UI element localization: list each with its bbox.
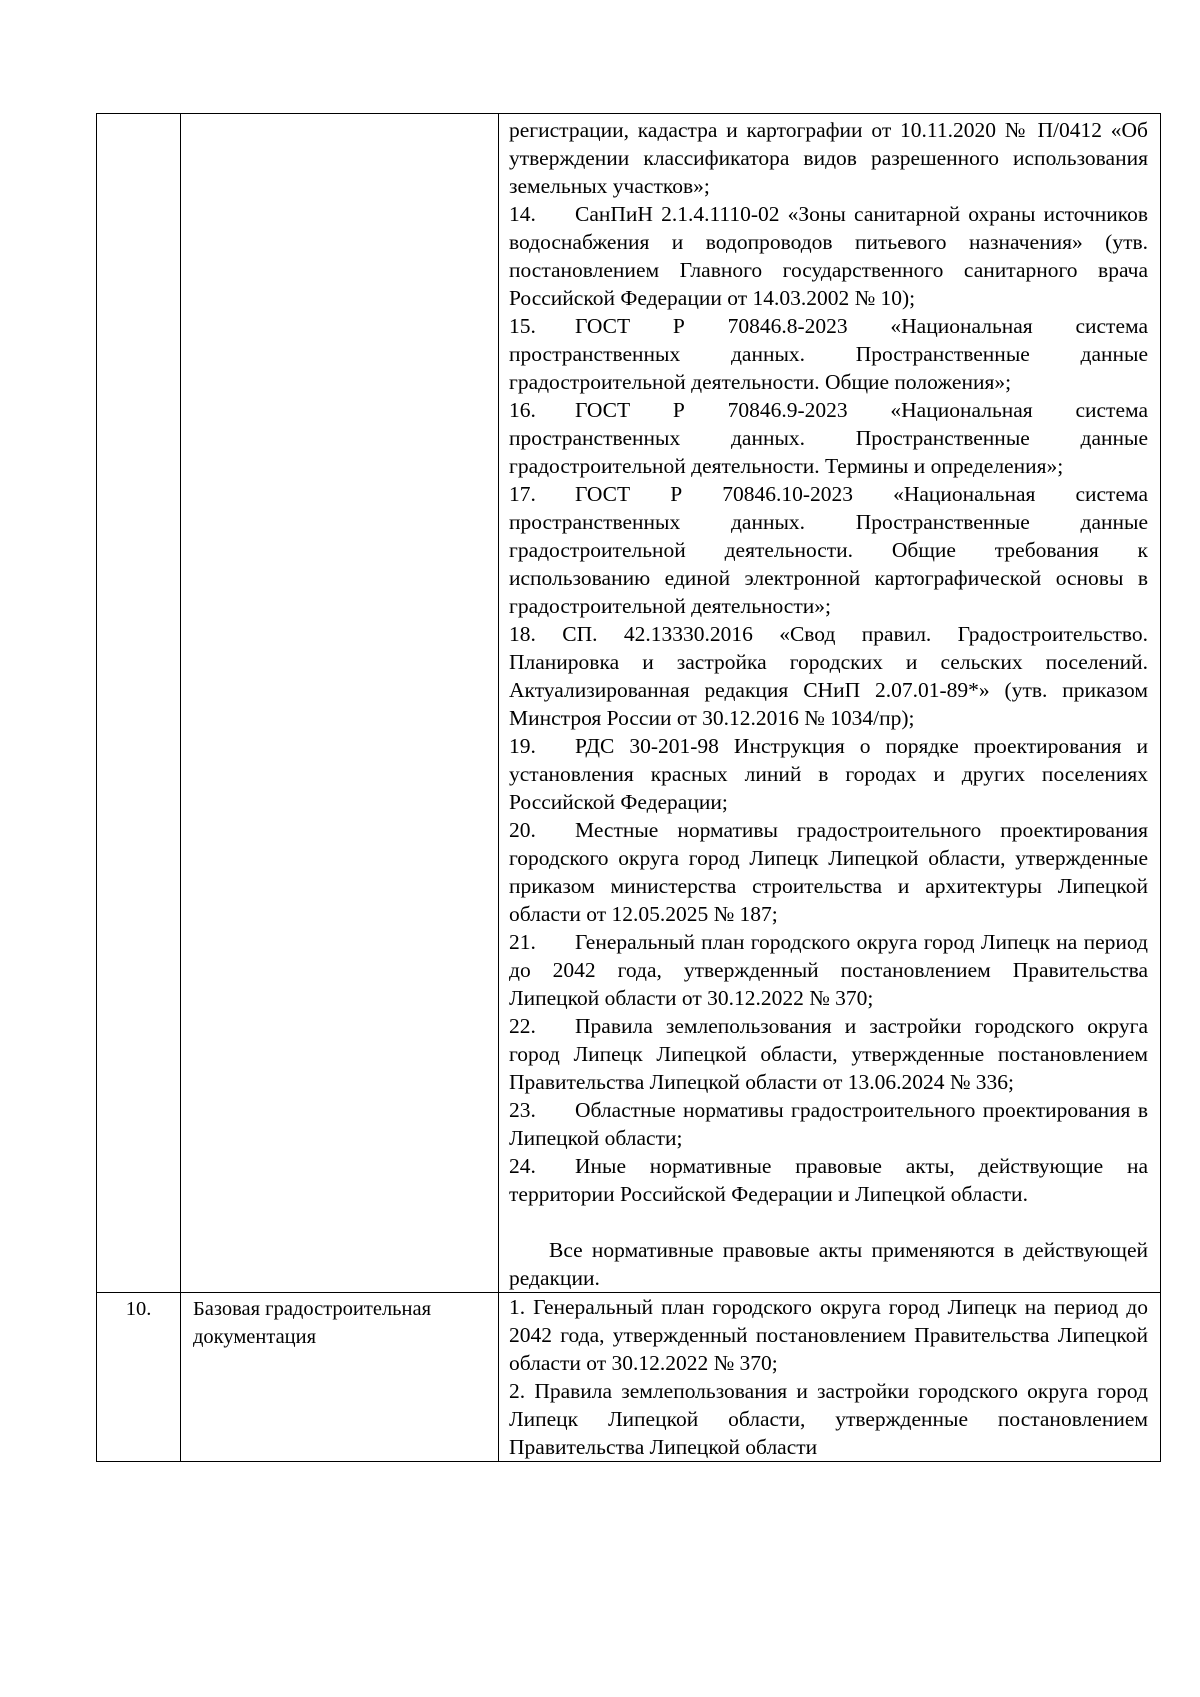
row-number: 10. bbox=[97, 1293, 181, 1462]
list-item bbox=[509, 1152, 1148, 1208]
list-item bbox=[509, 620, 1148, 732]
row-name: Базовая градостроительная документация bbox=[181, 1293, 499, 1462]
list-item-number: 16. bbox=[509, 398, 536, 422]
list-item-text: РДС 30-201-98 Инструкция о порядке проектирования и установления красных линий в городах и других поселениях Российской Федерации; bbox=[509, 734, 1148, 814]
list-item-text: ГОСТ Р 70846.8-2023 «Национальная система пространственных данных. Пространственные данные градостроительной деятельности. Общие положения»; bbox=[509, 314, 1148, 394]
list-item bbox=[509, 396, 1148, 480]
list-item-number: 15. bbox=[509, 314, 536, 338]
requirements-table bbox=[96, 113, 1161, 1462]
list-item bbox=[509, 1012, 1148, 1096]
list-item-text: Правила землепользования и застройки городского округа город Липецк Липецкой области, утвержденные постановлением Правительства Липецкой области от 13.06.2024 № 336; bbox=[509, 1014, 1148, 1094]
list-item-text: ГОСТ Р 70846.10-2023 «Национальная система пространственных данных. Пространственные данные градостроительной деятельности. Общие требования к использованию единой электронной картографической основы в градостроительной деятельности»; bbox=[509, 482, 1148, 618]
list-item bbox=[509, 816, 1148, 928]
blank-line bbox=[509, 1208, 1148, 1236]
note-text: Все нормативные правовые акты применяются в действующей редакции. bbox=[509, 1238, 1148, 1290]
row-content-cell bbox=[499, 1293, 1161, 1462]
list-item bbox=[509, 200, 1148, 312]
list-item-number: 17. bbox=[509, 482, 536, 506]
list-item: 1. Генеральный план городского округа город Липецк на период до 2042 года, утвержденный постановлением Правительства Липецкой области от 30.12.2022 № 370; bbox=[509, 1295, 1148, 1375]
list-item-number: 24. bbox=[509, 1154, 536, 1178]
list-item-text: ГОСТ Р 70846.9-2023 «Национальная система пространственных данных. Пространственные данные градостроительной деятельности. Термины и определения»; bbox=[509, 398, 1148, 478]
list-item-text: СП. 42.13330.2016 «Свод правил. Градостроительство. Планировка и застройка городских и сельских поселений. Актуализированная редакция СНиП 2.07.01-89*» (утв. приказом Минстроя России от 30.12.2016 № 1034/пр); bbox=[509, 622, 1149, 730]
row-content-cell bbox=[499, 114, 1161, 1293]
list-item: 2. Правила землепользования и застройки городского округа город Липецк Липецкой области, утвержденные постановлением Правительства Липецкой области bbox=[509, 1379, 1148, 1459]
list-item-text: Иные нормативные правовые акты, действующие на территории Российской Федерации и Липецкой области. bbox=[509, 1154, 1148, 1206]
list-item bbox=[509, 732, 1148, 816]
list-item-number: 21. bbox=[509, 930, 536, 954]
row-name-cell bbox=[181, 114, 499, 1293]
list-item bbox=[509, 480, 1148, 620]
table-row bbox=[97, 1293, 1161, 1462]
table-row bbox=[97, 114, 1161, 1293]
list-item bbox=[509, 1096, 1148, 1152]
list-item-text: СанПиН 2.1.4.1110-02 «Зоны санитарной охраны источников водоснабжения и водопроводов питьевого назначения» (утв. постановлением Главного государственного санитарного врача Российской Федерации от 14.03.2002 № 10); bbox=[509, 202, 1148, 310]
continuation-text: регистрации, кадастра и картографии от 10.11.2020 № П/0412 «Об утверждении классификатора видов разрешенного использования земельных участков»; bbox=[509, 118, 1148, 198]
list-item bbox=[509, 928, 1148, 1012]
list-item-number: 18. bbox=[509, 622, 536, 646]
list-item-text: Местные нормативы градостроительного проектирования городского округа город Липецк Липецкой области, утвержденные приказом министерства строительства и архитектуры Липецкой области от 12.05.2025 № 187; bbox=[509, 818, 1148, 926]
list-item-number: 22. bbox=[509, 1014, 536, 1038]
list-item-number: 23. bbox=[509, 1098, 536, 1122]
list-item-number: 14. bbox=[509, 202, 536, 226]
list-item-number: 20. bbox=[509, 818, 536, 842]
list-item-number: 19. bbox=[509, 734, 536, 758]
list-item-text: Генеральный план городского округа город Липецк на период до 2042 года, утвержденный постановлением Правительства Липецкой области от 30.12.2022 № 370; bbox=[509, 930, 1148, 1010]
list-item bbox=[509, 312, 1148, 396]
list-item-text: Областные нормативы градостроительного проектирования в Липецкой области; bbox=[509, 1098, 1148, 1150]
row-number-cell bbox=[97, 114, 181, 1293]
